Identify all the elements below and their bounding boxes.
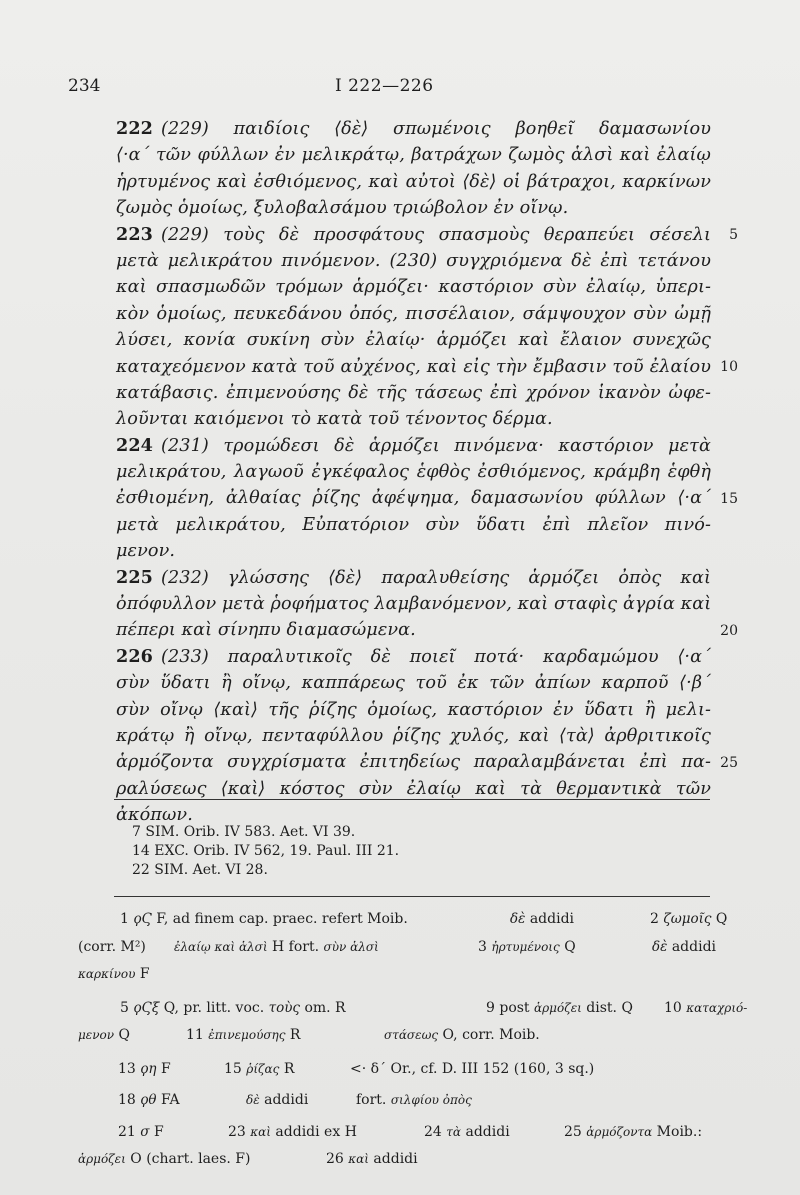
- apparatus-rule: [114, 896, 710, 897]
- critical-apparatus: [78, 906, 748, 1174]
- line-text: σὺν ὕδατι ἢ οἴνῳ, καππάρεως τοῦ ἐκ τῶν ἀπίων καρποῦ ⟨·β´: [116, 673, 711, 694]
- app-lemma: 1: [120, 911, 129, 927]
- margin-line-number: 15: [720, 490, 738, 507]
- line-text: καταχεόμενον κατὰ τοῦ αὐχένος, καὶ εἰς τὴν ἔμβασιν τοῦ ἐλαίου: [116, 356, 711, 377]
- line-text: ἐσθιομένη, ἀλθαίας ῥίζης ἀφέψημα, δαμασωνίου φύλλων ⟨·α´: [116, 488, 711, 509]
- text-line: [116, 433, 711, 459]
- text-line: [116, 195, 711, 221]
- margin-line-number: 10: [720, 358, 738, 375]
- apparatus-line: 18 ϙθ FA δὲ addidi fort. σιλφίου ὀπὸς: [118, 1092, 472, 1108]
- line-text: λύσει, κονία συκίνη σὺν ἐλαίῳ· ἁρμόζει καὶ ἔλαιον συνεχῶς: [116, 330, 711, 351]
- text-line: [116, 327, 711, 353]
- text-line: [116, 248, 711, 274]
- text-line: [116, 485, 711, 511]
- main-text: [116, 116, 711, 829]
- text-line: [116, 142, 711, 168]
- text-line: [116, 749, 711, 775]
- text-line: [116, 301, 711, 327]
- text-line: [116, 670, 711, 696]
- apparatus-line: 21 σ F 23 καὶ addidi ex H 24 τὰ addidi 25 ἁρμόζοντα Moib.:: [118, 1123, 703, 1140]
- apparatus-line: (corr. M²) ἐλαίῳ καὶ ἁλσὶ H fort. σὺν ἁλσὶ 3 ἠρτυμένοις Q δὲ addidi: [78, 938, 717, 955]
- text-line: [116, 222, 711, 248]
- line-text: μελικράτου, λαγωοῦ ἐγκέφαλος ἑφθὸς ἐσθιόμενος, κράμβη ἑφθὴ: [116, 462, 711, 483]
- text-line: [116, 354, 711, 380]
- text-line: [116, 644, 711, 670]
- page-number: 234: [68, 76, 101, 96]
- line-text: κὸν ὁμοίως, πευκεδάνου ὀπός, πισσέλαιον, σάμψουχον σὺν ὠμῇ: [116, 303, 711, 324]
- running-header: [0, 76, 800, 100]
- line-text: (231) τρομώδεσι δὲ ἁρμόζει πινόμενα· καστόριον μετὰ: [161, 435, 711, 456]
- text-line: [116, 617, 711, 643]
- running-title: I 222—226: [335, 76, 434, 96]
- text-line: [116, 459, 711, 485]
- chapter-number: 223: [116, 223, 154, 245]
- testimonia-line: 7 SIM. Orib. IV 583. Aet. VI 39.: [132, 824, 356, 840]
- text-line: [116, 274, 711, 300]
- apparatus-line: 5 ϙϚξ Q, pr. litt. voc. τοὺς om. R 9 post ἁρμόζει dist. Q 10 καταχριό-: [120, 999, 748, 1016]
- line-text: σὺν οἴνῳ ⟨καὶ⟩ τῆς ῥίζης ὁμοίως, καστόριον ἐν ὕδατι ἢ μελι-: [116, 699, 711, 720]
- line-text: ἁρμόζοντα συγχρίσματα ἐπιτηδείως παραλαμβάνεται ἐπὶ πα-: [116, 752, 711, 773]
- testimonia-line: 22 SIM. Aet. VI 28.: [132, 862, 268, 878]
- text-line: [116, 116, 711, 142]
- line-text: κράτῳ ἢ οἴνῳ, πενταφύλλου ῥίζης χυλός, καὶ ⟨τὰ⟩ ἀρθριτικοῖς: [116, 725, 711, 746]
- text-line: [116, 538, 711, 564]
- line-text: ραλύσεως ⟨καὶ⟩ κόστος σὺν ἐλαίῳ καὶ τὰ θερμαντικὰ τῶν: [116, 778, 711, 799]
- chapter-number: 224: [116, 434, 154, 456]
- line-text: μενον.: [116, 541, 176, 562]
- text-line: [116, 723, 711, 749]
- text-line: [116, 406, 711, 432]
- text-line: [116, 591, 711, 617]
- margin-line-number: 5: [729, 226, 738, 243]
- line-text: πέπερι καὶ σίνηπυ διαμασώμενα.: [116, 620, 416, 641]
- line-text: μετὰ μελικράτου πινόμενον. (230) συγχριόμενα δὲ ἐπὶ τετάνου: [116, 250, 711, 271]
- line-text: ⟨·α´ τῶν φύλλων ἐν μελικράτῳ, βατράχων ζωμὸς ἁλσὶ καὶ ἐλαίῳ: [116, 145, 711, 166]
- apparatus-line: καρκίνου F: [78, 966, 150, 982]
- chapter-number: 225: [116, 566, 154, 588]
- text-line: [116, 380, 711, 406]
- line-text: (229) παιδίοις ⟨δὲ⟩ σπωμένοις βοηθεῖ δαμασωνίου: [161, 119, 711, 139]
- line-text: ἡρτυμένος καὶ ἐσθιόμενος, καὶ αὐτοὶ ⟨δὲ⟩ οἱ βάτραχοι, καρκίνων: [116, 171, 711, 192]
- testimonia-line: 14 EXC. Orib. IV 562, 19. Paul. III 21.: [132, 843, 400, 859]
- line-text: κατάβασις. ἐπιμενούσης δὲ τῆς τάσεως ἐπὶ χρόνον ἱκανὸν ὠφε-: [116, 382, 711, 403]
- text-line: [116, 565, 711, 591]
- testimonia-rule: [114, 799, 710, 800]
- chapter-number: 226: [116, 645, 154, 667]
- line-text: (233) παραλυτικοῖς δὲ ποιεῖ ποτά· καρδαμώμου ⟨·α´: [161, 646, 711, 667]
- apparatus-line: ἁρμόζει O (chart. laes. F) 26 καὶ addidi: [78, 1151, 418, 1167]
- line-text: μετὰ μελικράτου, Εὐπατόριον σὺν ὕδατι ἐπὶ πλεῖον πινό-: [116, 514, 711, 535]
- text-line: [116, 169, 711, 195]
- margin-line-number: 20: [720, 622, 738, 639]
- text-line: [116, 697, 711, 723]
- apparatus-line: 1 ϙϚ F, ad finem cap. praec. refert Moib. δὲ addidi 2 ζωμοῖς Q: [120, 911, 728, 927]
- apparatus-line: μενον Q 11 ἐπινεμούσης R στάσεως O, corr. Moib.: [78, 1027, 540, 1043]
- line-text: ὀπόφυλλον μετὰ ῥοφήματος λαμβανόμενον, καὶ σταφὶς ἀγρία καὶ: [116, 594, 712, 615]
- line-text: ζωμὸς ὁμοίως, ξυλοβαλσάμου τριώβολον ἐν οἴνῳ.: [116, 198, 569, 219]
- margin-line-number: 25: [720, 754, 738, 771]
- testimonia: [132, 823, 399, 880]
- apparatus-line: 13 ϙη F 15 ῥίζας R <· δ´ Or., cf. D. III 152 (160, 3 sq.): [118, 1060, 595, 1077]
- line-text: λοῦνται καιόμενοι τὸ κατὰ τοῦ τένοντος δέρμα.: [116, 409, 553, 430]
- line-text: (229) τοὺς δὲ προσφάτους σπασμοὺς θεραπεύει σέσελι: [161, 224, 711, 245]
- line-text: ἀκόπων.: [116, 805, 193, 826]
- line-text: (232) γλώσσης ⟨δὲ⟩ παραλυθείσης ἁρμόζει ὀπὸς καὶ: [161, 567, 711, 588]
- line-text: καὶ σπασμωδῶν τρόμων ἁρμόζει· καστόριον σὺν ἐλαίῳ, ὑπερι-: [116, 277, 711, 298]
- text-line: [116, 512, 711, 538]
- chapter-number: 222: [116, 118, 154, 139]
